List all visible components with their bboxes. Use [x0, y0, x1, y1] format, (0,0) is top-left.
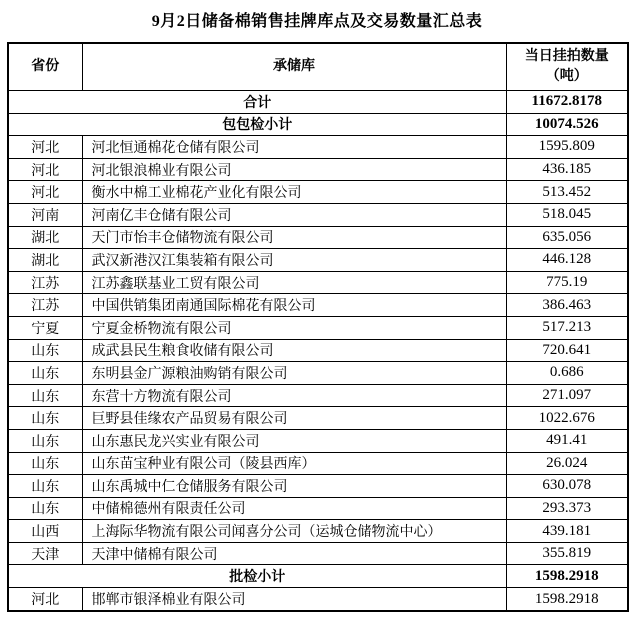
province-cell: 河北	[8, 181, 82, 204]
table-row	[8, 475, 628, 498]
warehouse-cell: 武汉新港汉江集装箱有限公司	[82, 249, 506, 272]
quantity-cell: 1595.809	[506, 136, 628, 159]
province-cell: 宁夏	[8, 316, 82, 339]
quantity-cell: 517.213	[506, 316, 628, 339]
warehouse-cell: 衡水中棉工业棉花产业化有限公司	[82, 181, 506, 204]
quantity-cell: 436.185	[506, 158, 628, 181]
quantity-cell: 775.19	[506, 271, 628, 294]
province-cell: 山东	[8, 497, 82, 520]
warehouse-cell: 成武县民生粮食收储有限公司	[82, 339, 506, 362]
warehouse-cell: 东明县金广源粮油购销有限公司	[82, 362, 506, 385]
province-cell: 江苏	[8, 271, 82, 294]
quantity-cell: 26.024	[506, 452, 628, 475]
table-row	[8, 520, 628, 543]
province-cell: 湖北	[8, 226, 82, 249]
table-row	[8, 362, 628, 385]
province-cell: 河北	[8, 158, 82, 181]
province-cell: 山东	[8, 407, 82, 430]
header-quantity	[506, 43, 628, 91]
province-cell: 河南	[8, 203, 82, 226]
warehouse-cell: 中储棉德州有限责任公司	[82, 497, 506, 520]
province-cell: 山东	[8, 362, 82, 385]
quantity-cell: 446.128	[506, 249, 628, 272]
province-cell: 山西	[8, 520, 82, 543]
quantity-cell: 0.686	[506, 362, 628, 385]
table-row	[8, 497, 628, 520]
table-row	[8, 203, 628, 226]
province-cell: 山东	[8, 339, 82, 362]
province-cell: 河北	[8, 136, 82, 159]
province-cell: 河北	[8, 588, 82, 611]
summary-quantity-cell: 11672.8178	[506, 91, 628, 114]
province-cell: 江苏	[8, 294, 82, 317]
warehouse-cell: 天门市怡丰仓储物流有限公司	[82, 226, 506, 249]
warehouse-cell: 宁夏金桥物流有限公司	[82, 316, 506, 339]
warehouse-cell: 中国供销集团南通国际棉花有限公司	[82, 294, 506, 317]
province-cell: 山东	[8, 475, 82, 498]
table-row	[8, 249, 628, 272]
table-row	[8, 384, 628, 407]
quantity-cell: 355.819	[506, 542, 628, 565]
table-row	[8, 271, 628, 294]
quantity-cell: 491.41	[506, 429, 628, 452]
warehouse-cell: 邯郸市银泽棉业有限公司	[82, 588, 506, 611]
header-province: 省份	[8, 43, 82, 91]
quantity-cell: 386.463	[506, 294, 628, 317]
header-warehouse: 承储库	[82, 43, 506, 91]
summary-label-cell: 包包检小计	[8, 113, 506, 136]
table-row	[8, 429, 628, 452]
summary-quantity-cell: 1598.2918	[506, 565, 628, 588]
page-title: 9月2日储备棉销售挂牌库点及交易数量汇总表	[151, 13, 483, 30]
summary-row	[8, 91, 628, 114]
warehouse-cell: 天津中储棉有限公司	[82, 542, 506, 565]
warehouse-cell: 江苏鑫联基业工贸有限公司	[82, 271, 506, 294]
quantity-cell: 1598.2918	[506, 588, 628, 611]
province-cell: 湖北	[8, 249, 82, 272]
summary-label-cell: 合计	[8, 91, 506, 114]
province-cell: 山东	[8, 452, 82, 475]
warehouse-cell: 东营十方物流有限公司	[82, 384, 506, 407]
quantity-cell: 635.056	[506, 226, 628, 249]
province-cell: 天津	[8, 542, 82, 565]
quantity-cell: 271.097	[506, 384, 628, 407]
table-row	[8, 588, 628, 611]
table-row	[8, 542, 628, 565]
table-row	[8, 452, 628, 475]
warehouse-cell: 河北银浪棉业有限公司	[82, 158, 506, 181]
table-row	[8, 407, 628, 430]
summary-row	[8, 565, 628, 588]
summary-quantity-cell: 10074.526	[506, 113, 628, 136]
table-row	[8, 158, 628, 181]
header-quantity-line1: 当日挂拍数量	[524, 48, 609, 64]
header-quantity-line2: （吨）	[545, 69, 588, 84]
quantity-cell: 518.045	[506, 203, 628, 226]
table-row	[8, 316, 628, 339]
province-cell: 山东	[8, 384, 82, 407]
quantity-cell: 720.641	[506, 339, 628, 362]
quantity-cell: 293.373	[506, 497, 628, 520]
quantity-cell: 1022.676	[506, 407, 628, 430]
province-cell: 山东	[8, 429, 82, 452]
warehouse-cell: 山东禹城中仁仓储服务有限公司	[82, 475, 506, 498]
quantity-cell: 630.078	[506, 475, 628, 498]
table-row	[8, 294, 628, 317]
cotton-summary-table	[7, 42, 629, 612]
warehouse-cell: 河北恒通棉花仓储有限公司	[82, 136, 506, 159]
quantity-cell: 439.181	[506, 520, 628, 543]
warehouse-cell: 河南亿丰仓储有限公司	[82, 203, 506, 226]
table-row	[8, 136, 628, 159]
warehouse-cell: 山东惠民龙兴实业有限公司	[82, 429, 506, 452]
header-row	[8, 43, 628, 91]
warehouse-cell: 山东苗宝种业有限公司（陵县西库）	[82, 452, 506, 475]
warehouse-cell: 上海际华物流有限公司闻喜分公司（运城仓储物流中心）	[82, 520, 506, 543]
quantity-cell: 513.452	[506, 181, 628, 204]
table-row	[8, 226, 628, 249]
warehouse-cell: 巨野县佳缘农产品贸易有限公司	[82, 407, 506, 430]
summary-label-cell: 批检小计	[8, 565, 506, 588]
table-row	[8, 181, 628, 204]
summary-row	[8, 113, 628, 136]
table-row	[8, 339, 628, 362]
